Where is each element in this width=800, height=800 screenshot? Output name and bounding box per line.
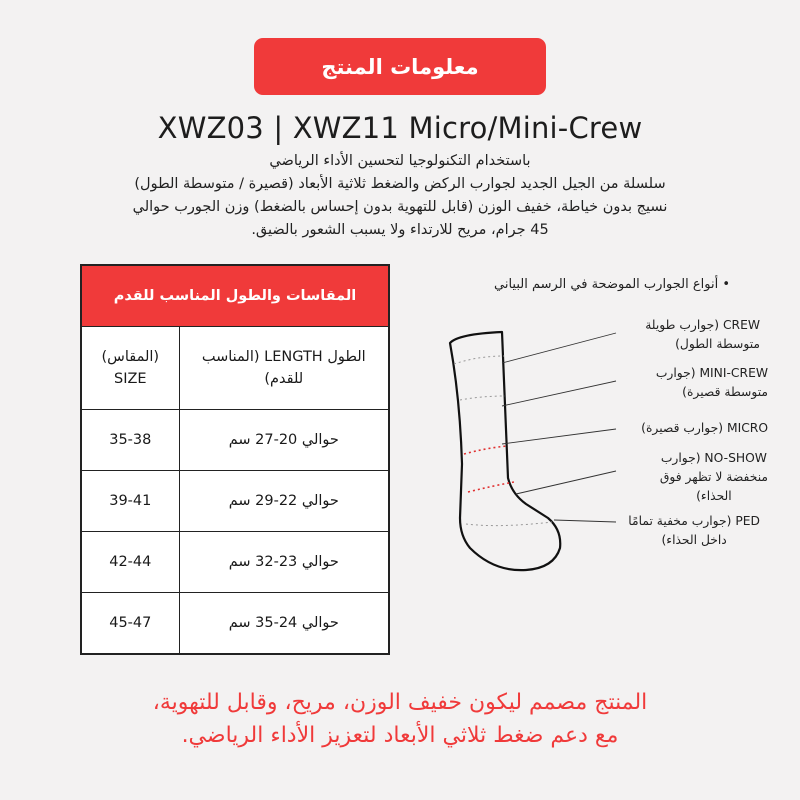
no-show-line: [468, 482, 514, 492]
product-info-badge: معلومات المنتج: [254, 38, 546, 95]
ped-line: [466, 522, 552, 526]
length-cell: حوالي 24-35 سم: [179, 593, 389, 655]
footer-tagline: [0, 686, 800, 752]
size-cell: 39-41: [81, 471, 179, 532]
label-line: داخل الحذاء): [661, 533, 727, 547]
label-mini-crew: [656, 364, 768, 402]
sock-outline: [450, 332, 560, 570]
leader-line: [502, 333, 616, 363]
label-line: NO-SHOW (جوارب: [660, 451, 767, 465]
product-description: [40, 150, 760, 242]
label-line: CREW (جوارب طويلة: [645, 318, 760, 332]
table-row: [81, 532, 389, 593]
label-line: منخفضة لا تظهر فوق: [659, 470, 768, 484]
size-cell: 42-44: [81, 532, 179, 593]
footer-line: مع دعم ضغط ثلاثي الأبعاد لتعزيز الأداء الرياضي.: [181, 723, 619, 748]
label-no-show: [660, 449, 768, 506]
table-row: [81, 471, 389, 532]
size-column-header: (المقاس) SIZE: [81, 327, 179, 410]
size-cell: 35-38: [81, 410, 179, 471]
description-line: سلسلة من الجيل الجديد لجوارب الركض والضغط ثلاثية الأبعاد (قصيرة / متوسطة الطول): [134, 176, 666, 192]
length-column-header: الطول LENGTH (المناسب للقدم): [179, 327, 389, 410]
micro-line: [464, 446, 507, 454]
mini-crew-line: [460, 396, 505, 400]
table-row: [81, 410, 389, 471]
leader-line: [554, 520, 616, 522]
size-table-title: المقاسات والطول المناسب للقدم: [81, 265, 389, 327]
leader-line: [516, 471, 616, 494]
size-cell: 45-47: [81, 593, 179, 655]
leader-line: [502, 381, 616, 406]
sock-types-heading-text: أنواع الجوارب الموضحة في الرسم البياني: [494, 277, 719, 292]
label-line: MINI-CREW (جوارب: [655, 366, 768, 380]
product-model-title: XWZ03 | XWZ11 Micro/Mini-Crew: [157, 111, 643, 145]
table-row: [81, 593, 389, 655]
length-cell: حوالي 22-29 سم: [179, 471, 389, 532]
description-line: نسيج بدون خياطة، خفيف الوزن (قابل للتهوية بدون إحساس بالضغط) وزن الجورب حوالي: [132, 199, 668, 215]
label-line: MICRO (جوارب قصيرة): [641, 421, 768, 435]
label-line: متوسطة الطول): [675, 337, 760, 351]
label-ped: [628, 512, 760, 550]
description-line: 45 جرام، مريح للارتداء ولا يسبب الشعور بالضيق.: [251, 222, 549, 238]
label-micro: [641, 419, 768, 438]
bullet-icon: •: [718, 277, 730, 292]
label-crew: [645, 316, 760, 354]
crew-line: [454, 356, 504, 364]
description-line: باستخدام التكنولوجيا لتحسين الأداء الرياضي: [269, 153, 531, 169]
size-table: [80, 264, 390, 655]
leader-line: [502, 429, 616, 444]
label-line: PED (جوارب مخفية تمامًا: [628, 514, 760, 528]
length-cell: حوالي 20-27 سم: [179, 410, 389, 471]
footer-line: المنتج مصمم ليكون خفيف الوزن، مريح، وقابل للتهوية،: [152, 690, 648, 715]
length-cell: حوالي 23-32 سم: [179, 532, 389, 593]
label-line: متوسطة قصيرة): [682, 385, 768, 399]
label-line: الحذاء): [696, 489, 732, 503]
